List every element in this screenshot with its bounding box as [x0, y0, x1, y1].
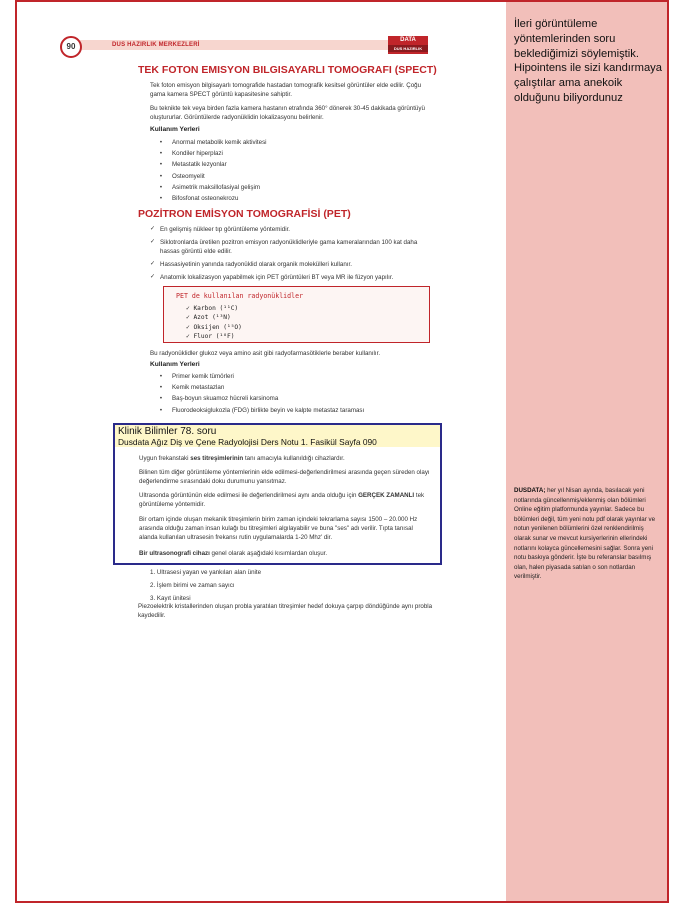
ultrasound-paragraph-2: Bilinen tüm diğer görüntüleme yöntemlerinin elde edilmesi-değerlendirilmesi arasında geçen süreden olayı değerlendirme sırasındaki doku durumunu yansıtmaz. — [139, 469, 430, 485]
pet-uses-title: Kullanım Yerleri — [150, 361, 200, 368]
spect-title: TEK FOTON EMISYON BILGISAYARLI TOMOGRAFI (SPECT) — [138, 64, 437, 76]
side-note-text: her yıl Nisan ayında, basılacak yeni notlarında güncellenmiş/eklenmiş olan bölümleri Online eğitim platformunda yayınlar. Sadece bu bölümleri değil, tüm yeni notu pdf olarak yayınlar ve notun yenilenen bölümlerini özel renklendirilmiş olarak sunar ve mevcut kursiyerlerinin ellerindeki notlarını kolayca güncellemesini sağlar. Sonra yeni notu baskıya gönderir. İşte bu referanslar basılmış olan, halen piyasada satılan o son notlardan verilmiştir. — [514, 487, 656, 581]
ultrasound-parts-list — [150, 566, 261, 605]
radionuclide-list — [186, 304, 242, 342]
list-item: • Anormal metabolik kemik aktivitesi — [150, 137, 267, 148]
list-item: • Kondiler hiperplazi — [150, 148, 267, 159]
reference-header — [115, 425, 440, 447]
list-item: • Baş-boyun skuamoz hücreli karsinoma — [150, 393, 364, 404]
ultrasound-paragraph-4: Bir ortam içinde oluşan mekanik titreşimlerin birim zaman içindeki tekrarlama sayısı 1500 – 20.000 Hz arasında olduğu zaman insan kulağı bu titreşimleri algılayabilir ve buna "ses" adı verilir. Tıpta tanısal alanda kullanılan ultrasesin frekansı rutin uygulamalarda 1-20 Mhz' dir. — [139, 516, 418, 541]
pet-uses-list — [150, 371, 364, 416]
header-title: DUS HAZIRLIK MERKEZLERİ — [112, 42, 200, 48]
reference-line-1: Klinik Bilimler 78. soru — [118, 426, 217, 437]
list-item: ✓ Azot (¹³N) — [186, 313, 242, 322]
ultrasound-paragraph-3: Ultrasonda görüntünün elde edilmesi ile değerlendirilmesi aynı anda olduğu için GERÇEK ZAMANLI tek görüntüleme yöntemidir. — [139, 492, 425, 508]
check-item: ✓ Anatomik lokalizasyon yapabilmek için PET görüntüleri BT veya MR ile füzyon yapılır. — [150, 273, 435, 282]
pet-radionuclide-box — [163, 286, 430, 343]
list-item: • Bifosfonat osteonekrozu — [150, 193, 267, 204]
pet-title: POZİTRON EMİSYON TOMOGRAFİSİ (PET) — [138, 208, 351, 220]
check-item: ✓ Hassasiyetinin yanında radyonüklid olarak organik molekülleri kullanır. — [150, 260, 435, 269]
pet-box-title: PET de kullanılan radyonüklidler — [176, 292, 304, 300]
list-item: ✓ Fluor (¹⁸F) — [186, 332, 242, 341]
list-item: 1. Ultrasesi yayan ve yankıları alan ünite — [150, 569, 262, 576]
reference-line-2: Dusdata Ağız Diş ve Çene Radyolojisi Ders Notu 1. Fasikül Sayfa 090 — [118, 437, 377, 447]
list-item: • Primer kemik tümörleri — [150, 371, 364, 382]
list-item: • Asimetrik maksillofasiyal gelişim — [150, 182, 267, 193]
list-item: • Kemik metastazları — [150, 382, 364, 393]
ultrasound-paragraph-1: Uygun frekanstaki ses titreşimlerinin tanı amacıyla kullanıldığı cihazlardır. — [139, 455, 345, 462]
logo-main-text: DATA — [400, 37, 416, 43]
check-item: ✓ Siklotronlarda üretilen pozitron emisyon radyonüklidleriyle gama kameralarından 100 kat daha hassas görüntü elde edilir. — [150, 238, 435, 256]
logo-sub-text: DUS HAZIRLIK — [388, 45, 428, 52]
side-panel — [506, 2, 667, 901]
side-note-brand: DUSDATA; — [514, 487, 546, 494]
side-note — [514, 486, 660, 582]
spect-paragraph-1: Tek foton emisyon bilgisayarlı tomografide hastadan tomografik kesitsel görüntüler elde edilir. Çoğu gama kamera SPECT görüntü kapasitesine sahiptir. — [150, 82, 422, 98]
list-item: • Fluorodeoksiglukozla (FDG) birlikte beyin ve kalpte metastaz taraması — [150, 405, 364, 416]
list-item: • Metastatik lezyonlar — [150, 159, 267, 170]
list-item: ✓ Karbon (¹¹C) — [186, 304, 242, 313]
side-commentary: İleri görüntüleme yöntemlerinden soru beklediğimizi söylemiştik. Hipointens ile sizi kandırmaya çalıştılar ama anekoik olduğunu biliyordunuz — [514, 18, 662, 104]
ultrasound-paragraph-5: Bir ultrasonografi cihazı genel olarak aşağıdaki kısımlardan oluşur. — [139, 550, 328, 557]
spect-paragraph-2: Bu teknikte tek veya birden fazla kamera hastanın etrafında 360° dönerek 30-45 dakikada görüntüyü oluştururlar. Görüntülerde radyonüklidin lokalizasyonu belirlenir. — [150, 105, 425, 121]
pet-after-text: Bu radyonüklidler glukoz veya amino asit gibi radyofarmasötiklerle beraber kullanılır. — [150, 350, 381, 357]
page-number: 90 — [60, 36, 82, 58]
pet-check-list — [150, 225, 435, 286]
list-item: • Osteomyelit — [150, 171, 267, 182]
list-item: 3. Kayıt ünitesi — [150, 595, 191, 602]
dusdata-logo — [388, 36, 428, 54]
list-item: ✓ Oksijen (¹⁵O) — [186, 323, 242, 332]
spect-uses-title: Kullanım Yerleri — [150, 126, 200, 133]
piezo-paragraph: Piezoelektrik kristallerinden oluşan probla yaratılan titreşimler hedef dokuya çarpıp döndüğünde aynı probla kaydedilir. — [138, 603, 433, 619]
check-item: ✓ En gelişmiş nükleer tıp görüntüleme yöntemidir. — [150, 225, 435, 234]
list-item: 2. İşlem birimi ve zaman sayıcı — [150, 582, 235, 589]
spect-uses-list — [150, 137, 267, 204]
question-reference-box — [113, 423, 442, 565]
